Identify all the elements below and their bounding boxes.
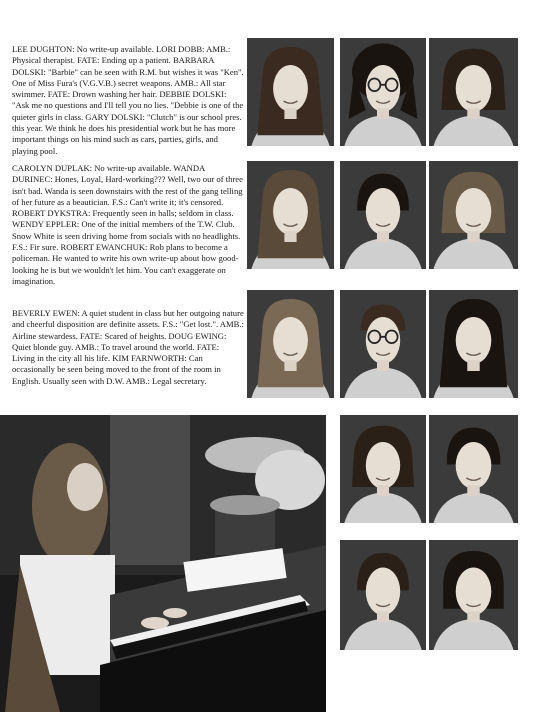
portrait-portrait-row4-b <box>429 415 518 523</box>
portrait-beverly-ewen <box>247 290 334 398</box>
portrait-barbara-dolski <box>340 38 426 146</box>
writeup-block-1: LEE DUGHTON: No write-up available. LORI DOBB: AMB.: Physical therapist. FATE: Ending up a patient. BARBARA DOLSKI: "Barbie" can be seen with R.M. but wishes it was "Ken". One of Miss Fura's (V.G.V.B.) secret weapons. AMB.: All star swimmer. FATE: Drown washing her hair. DEBBIE DOLSKI: "Ask me no questions and I'll tell you no lies. "Debbie is one of the quieter girls in class. GARY DOLSKI: "Clutch" is our school pres. this year. We think he does his presidential work but he has more important things on his mind such as cars, parties, girls, and playing pool. <box>12 44 244 156</box>
portrait-portrait-row5-b <box>429 540 518 650</box>
portrait-wanda-durinec <box>247 161 334 269</box>
portrait-portrait-row5-a <box>340 540 426 650</box>
portrait-debbie-dolski <box>429 38 518 146</box>
writeup-block-3: BEVERLY EWEN: A quiet student in class but her outgoing nature and cheerful disposition are definite assets. F.S.: "Get lost.". AMB.: Airline stewardess. FATE: Scared of heights. DOUG EWING: Quiet blonde guy. AMB.: To travel around the world. FATE: Living in the city all his life. KIM FARNWORTH: Can occasionally be seen being moved to the front of the room in English. Usually seen with D.W. AMB.: Legal secretary. <box>12 308 244 386</box>
portrait-portrait-row4-a <box>340 415 426 523</box>
writeup-block-2: CAROLYN DUPLAK: No write-up available. WANDA DURINEC: Hones, Loyal, Hard-working??? Well, two our of three isn't bad. Wanda is seen downstairs with the rest of the gang telling of her future as a beautician. F.S.: Can't write it; it's censored. ROBERT DYKSTRA: Frequently seen in halls; seldom in class. WENDY EPPLER: One of the initial members of the T.W. Club. Snow White is seen driving home from socials with no headlights. F.S.: Fir sure. ROBERT EWANCHUK: Rob plans to become a policeman. He wanted to write his own write-up about how good-looking he is but we wouldn't let him. You can't exaggerate on imagination. <box>12 163 243 286</box>
portrait-wendy-eppler <box>429 161 518 269</box>
portrait-lori-dobb <box>247 38 334 146</box>
portrait-doug-ewing <box>340 290 426 398</box>
portrait-robert-dykstra <box>340 161 426 269</box>
candid-piano-photo <box>0 415 326 712</box>
portrait-kim-farnworth <box>429 290 518 398</box>
